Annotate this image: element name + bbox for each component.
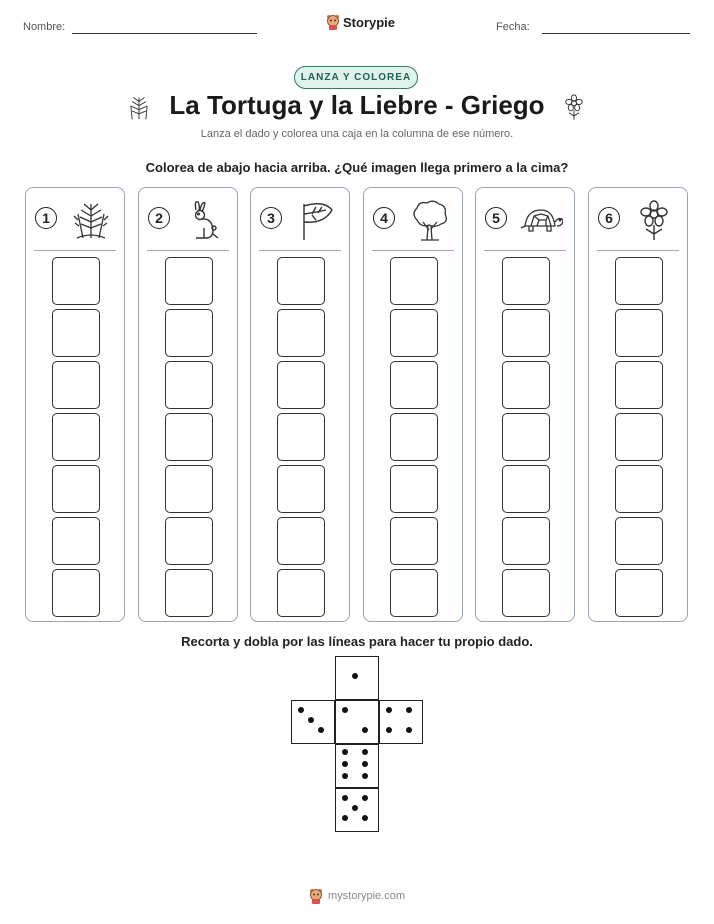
die-pip xyxy=(342,707,348,713)
color-box[interactable] xyxy=(502,465,550,513)
column-divider xyxy=(259,250,341,251)
color-box[interactable] xyxy=(52,569,100,617)
color-box[interactable] xyxy=(390,517,438,565)
column-number: 5 xyxy=(485,207,507,229)
die-pip xyxy=(362,773,368,779)
column-number: 3 xyxy=(260,207,282,229)
die-face-1 xyxy=(335,656,379,700)
color-box[interactable] xyxy=(165,517,213,565)
die-instruction: Recorta y dobla por las líneas para hacer tu propio dado. xyxy=(181,634,533,649)
color-box[interactable] xyxy=(52,517,100,565)
die-pip xyxy=(352,805,358,811)
color-box[interactable] xyxy=(615,361,663,409)
die-pip xyxy=(362,749,368,755)
race-column-1 xyxy=(25,187,125,622)
die-face-4 xyxy=(379,700,423,744)
color-box[interactable] xyxy=(390,309,438,357)
date-line[interactable] xyxy=(542,33,690,34)
column-divider xyxy=(34,250,116,251)
tree-icon xyxy=(407,198,451,242)
color-box[interactable] xyxy=(165,309,213,357)
column-divider xyxy=(147,250,229,251)
die-pip xyxy=(386,707,392,713)
die-pip xyxy=(362,761,368,767)
color-box[interactable] xyxy=(615,257,663,305)
die-pip xyxy=(406,707,412,713)
color-box[interactable] xyxy=(502,413,550,461)
column-number: 4 xyxy=(373,207,395,229)
column-divider xyxy=(597,250,679,251)
name-line[interactable] xyxy=(72,33,257,34)
die-pip xyxy=(318,727,324,733)
column-number: 1 xyxy=(35,207,57,229)
color-box[interactable] xyxy=(165,413,213,461)
color-box[interactable] xyxy=(615,465,663,513)
die-pip xyxy=(342,749,348,755)
color-box[interactable] xyxy=(502,309,550,357)
color-box[interactable] xyxy=(502,257,550,305)
die-face-2 xyxy=(335,700,379,744)
color-box[interactable] xyxy=(277,361,325,409)
column-number: 2 xyxy=(148,207,170,229)
race-column-5 xyxy=(475,187,575,622)
column-divider xyxy=(484,250,566,251)
fern-icon xyxy=(69,198,113,242)
die-pip xyxy=(362,815,368,821)
flower-icon xyxy=(560,92,588,122)
color-box[interactable] xyxy=(165,361,213,409)
color-box[interactable] xyxy=(502,361,550,409)
die-pip xyxy=(342,761,348,767)
color-box[interactable] xyxy=(277,309,325,357)
die-pip xyxy=(342,795,348,801)
footer-url: mystorypie.com xyxy=(327,890,406,902)
color-box[interactable] xyxy=(615,413,663,461)
name-label: Nombre: xyxy=(23,21,66,33)
leaf-icon xyxy=(294,198,338,242)
race-column-3 xyxy=(250,187,350,622)
die-pip xyxy=(342,815,348,821)
die-pip xyxy=(308,717,314,723)
color-box[interactable] xyxy=(615,569,663,617)
die-pip xyxy=(342,773,348,779)
date-label: Fecha: xyxy=(496,21,530,33)
color-box[interactable] xyxy=(52,465,100,513)
die-pip xyxy=(386,727,392,733)
color-box[interactable] xyxy=(277,517,325,565)
color-box[interactable] xyxy=(277,569,325,617)
color-box[interactable] xyxy=(502,569,550,617)
storypie-mascot-icon xyxy=(309,888,323,904)
die-face-3 xyxy=(291,700,335,744)
die-face-5 xyxy=(335,788,379,832)
die-pip xyxy=(298,707,304,713)
race-instruction: Colorea de abajo hacia arriba. ¿Qué imagen llega primero a la cima? xyxy=(145,160,569,175)
color-box[interactable] xyxy=(52,413,100,461)
column-number: 6 xyxy=(598,207,620,229)
die-face-6 xyxy=(335,744,379,788)
color-box[interactable] xyxy=(390,257,438,305)
activity-badge: LANZA Y COLOREA xyxy=(294,66,418,89)
die-pip xyxy=(352,673,358,679)
color-box[interactable] xyxy=(165,569,213,617)
color-box[interactable] xyxy=(390,413,438,461)
color-box[interactable] xyxy=(390,361,438,409)
hare-icon xyxy=(182,198,226,242)
race-column-6 xyxy=(588,187,688,622)
tortoise-icon xyxy=(519,198,563,242)
die-pip xyxy=(362,727,368,733)
color-box[interactable] xyxy=(52,257,100,305)
color-box[interactable] xyxy=(615,309,663,357)
brand-name: Storypie xyxy=(343,14,396,30)
brand-logo xyxy=(326,14,395,30)
color-box[interactable] xyxy=(277,257,325,305)
storypie-mascot-icon xyxy=(326,14,340,30)
die-pip xyxy=(406,727,412,733)
footer xyxy=(0,888,714,904)
color-box[interactable] xyxy=(390,465,438,513)
color-box[interactable] xyxy=(502,517,550,565)
color-box[interactable] xyxy=(52,309,100,357)
flower-icon xyxy=(632,198,676,242)
race-column-2 xyxy=(138,187,238,622)
die-pip xyxy=(362,795,368,801)
page-title: La Tortuga y la Liebre - Griego xyxy=(169,90,545,120)
column-divider xyxy=(372,250,454,251)
color-box[interactable] xyxy=(277,465,325,513)
color-box[interactable] xyxy=(390,569,438,617)
color-box[interactable] xyxy=(165,257,213,305)
page-subtitle: Lanza el dado y colorea una caja en la columna de ese número. xyxy=(200,128,514,140)
race-column-4 xyxy=(363,187,463,622)
color-box[interactable] xyxy=(277,413,325,461)
color-box[interactable] xyxy=(615,517,663,565)
color-box[interactable] xyxy=(165,465,213,513)
color-box[interactable] xyxy=(52,361,100,409)
